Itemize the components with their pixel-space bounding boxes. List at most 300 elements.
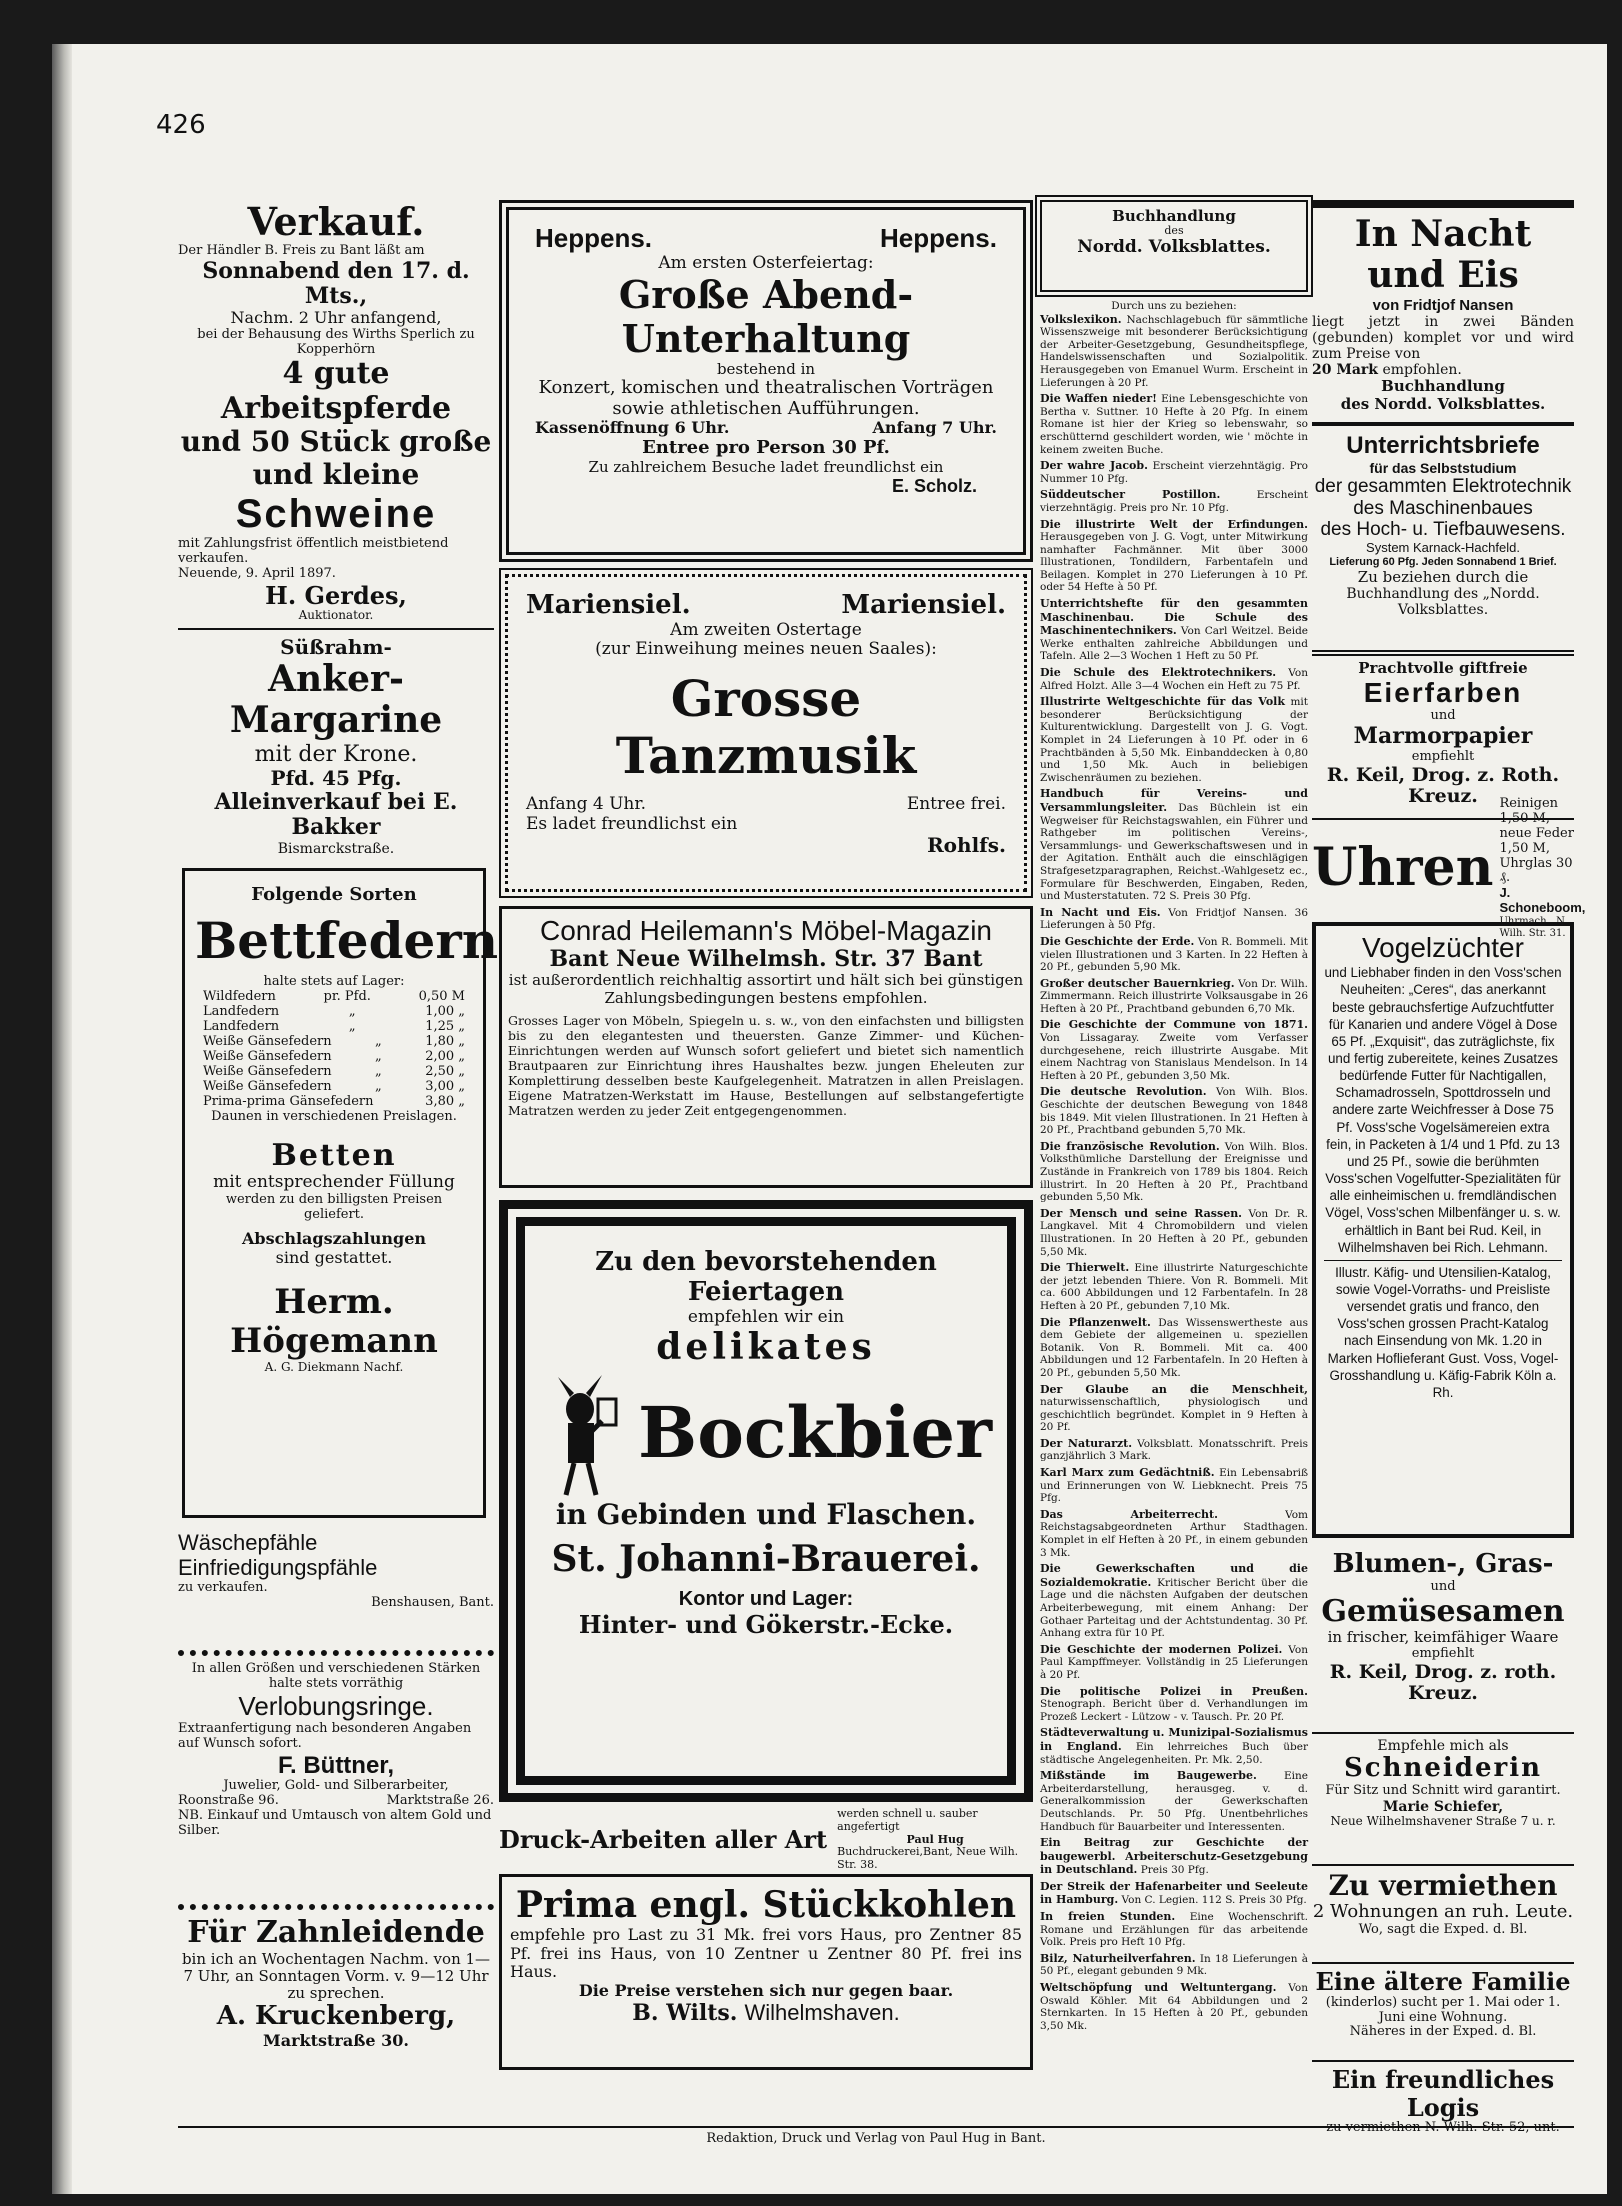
book-entry bbox=[1040, 313, 1308, 390]
book-entry bbox=[1040, 1685, 1308, 1724]
book-title: Volkslexikon. bbox=[1040, 312, 1122, 326]
book-title: Die Thierwelt. bbox=[1040, 1261, 1130, 1275]
ad-title: Einfriedigungspfähle bbox=[178, 1555, 378, 1581]
ad-title: Eierfarben bbox=[1363, 677, 1523, 709]
book-description: Von Dr. Wilh. Zimmermann. Reich illustrirte Volksausgabe in 26 Heften à 20 Pf., Prachtband gebunden 6,70 Mk. bbox=[1040, 977, 1308, 1015]
ad-date: Sonnabend den 17. d. Mts., bbox=[202, 257, 470, 309]
ad-title: Druck-Arbeiten aller Art bbox=[499, 1825, 828, 1855]
price-row bbox=[203, 990, 465, 1005]
ad-address: Marktstraße 30. bbox=[263, 2031, 409, 2051]
book-title: Karl Marx zum Gedächtniß. bbox=[1040, 1466, 1215, 1480]
ad-nansen bbox=[1312, 214, 1574, 420]
ad-heading: Mariensiel. bbox=[841, 590, 1006, 620]
ad-text: des Maschinenbaues bbox=[1353, 497, 1533, 519]
ad-title: Conrad Heilemann's Möbel-Magazin bbox=[539, 915, 992, 946]
item-name: Landfedern bbox=[203, 1004, 280, 1020]
divider bbox=[1312, 200, 1574, 208]
price-row bbox=[203, 1005, 465, 1020]
ad-address: Buchdruckerei,Bant, Neue Wilh. Str. 38. bbox=[837, 1845, 1019, 1871]
ad-heading: Heppens. bbox=[535, 223, 653, 253]
ad-text: Lieferung 60 Pfg. Jeden Sonnabend 1 Brief. bbox=[1329, 556, 1557, 569]
book-description: Von Wilh. Blos. Volksthümliche Darstellung der Ereignisse und Zustände in Frankreich von 1789 bis 1804. Reich illustrirt. In 20 Heften à 20 Pf., Prachtband gebunden 5,50 Mk. bbox=[1040, 1140, 1308, 1204]
ad-text: empfehlen wir ein bbox=[687, 1306, 845, 1327]
ad-text: NB. Einkauf und Umtausch von altem Gold und Silber. bbox=[178, 1808, 492, 1839]
ad-brand: St. Johanni-Brauerei. bbox=[551, 1537, 981, 1580]
ad-text: Zu den bevorstehenden Feiertagen bbox=[595, 1247, 937, 1307]
book-title: Der Naturarzt. bbox=[1040, 1436, 1133, 1450]
ad-text: Zu beziehen durch die bbox=[1357, 567, 1529, 586]
ad-title: Verlobungsringe. bbox=[238, 1690, 434, 1721]
book-description: Kritischer Bericht über die Lage und die nächsten Aufgaben der deutschen Arbeiterbewegung, mit einem Anhang: Der Gothaer Parteitag und der Achtstundentag. 30 Pf. Anhang extra für 10 Pf. bbox=[1040, 1576, 1308, 1640]
ad-unterricht bbox=[1312, 432, 1574, 644]
ad-seller: R. Keil, Drog. z. roth. Kreuz. bbox=[1329, 1660, 1557, 1705]
book-title: Städteverwaltung u. Munizipal-Sozialismus in England. bbox=[1040, 1726, 1308, 1753]
item-unit: „ bbox=[375, 1063, 382, 1079]
ad-verlobungsringe bbox=[178, 1650, 494, 1896]
book-entry bbox=[1040, 1726, 1308, 1766]
ad-item: Schweine bbox=[235, 491, 437, 536]
ad-title: Bettfedern bbox=[195, 910, 499, 970]
book-title: Bilz, Naturheilverfahren. bbox=[1040, 1951, 1196, 1965]
book-list bbox=[1040, 300, 1308, 2124]
ad-signature: B. Wilts. bbox=[632, 1999, 738, 2026]
ad-text: und bbox=[1430, 1578, 1456, 1594]
ad-text: werden schnell u. sauber angefertigt bbox=[837, 1807, 978, 1834]
ad-price: Reinigen 1,50 M, bbox=[1499, 795, 1559, 826]
book-description: Erscheint vierzehntägig. Preis pro Nr. 10 Pfg. bbox=[1040, 489, 1309, 514]
ad-text: delikates bbox=[656, 1326, 876, 1369]
ad-price: Entree pro Person 30 Pf. bbox=[642, 436, 890, 458]
ad-time: Nachm. 2 Uhr anfangend, bbox=[230, 308, 442, 328]
book-description: Herausgegeben von J. G. Vogt, unter Mitwirkung namhafter Fachmänner. Mit über 3000 Illustrationen, Tondildern, Farbentafeln und Beilagen. Komplet in 270 Lieferungen à 10 Pf. oder 54 Hefte à 50 Pf. bbox=[1040, 531, 1308, 594]
book-entry bbox=[1040, 1207, 1308, 1258]
ad-margarine bbox=[178, 628, 494, 858]
ad-moebel bbox=[499, 906, 1033, 1188]
price-row bbox=[203, 1080, 465, 1095]
ad-text: empfiehlt bbox=[1411, 748, 1475, 764]
ad-text: bin ich an Wochentagen Nachm. von 1—7 Uhr, an Sonntagen Vorm. v. 9—12 Uhr zu sprechen. bbox=[181, 1949, 491, 2002]
item-unit: „ bbox=[375, 1033, 382, 1049]
ad-title: Betten bbox=[271, 1137, 397, 1173]
book-description: Preis 30 Pfg. bbox=[1140, 1864, 1209, 1877]
ad-text: des Nordd. Volksblattes. bbox=[1340, 394, 1546, 413]
ad-druckarbeiten bbox=[499, 1807, 1033, 1871]
book-entry bbox=[1040, 1880, 1308, 1907]
ad-text: Illustr. Käfig- und Utensilien-Katalog, sowie Vogel-Vorraths- und Preisliste versendet gratis und franco, den Voss'schen grossen Pracht-Katalog nach Einsendung von Mk. 1.20 in Marken Hoflieferant Gust. Voss, Vogel-Grosshandlung u. Käfig-Fabrik Köln a. Rh. bbox=[1324, 1260, 1562, 1401]
item-name: Weiße Gänsefedern bbox=[203, 1048, 332, 1064]
ad-title: Uhren bbox=[1312, 837, 1494, 899]
ad-terms: mit Zahlungsfrist öffentlich meistbietend verkaufen. bbox=[178, 535, 449, 566]
book-description: Das Büchlein ist ein Wegweiser für Reichstagswahlen, ein Führer und Rathgeber im politischen Vereins-, Versammlungs- und Gewerkschaftswesen und in der Agitation. Enthält auch die einschlägigen Strafgesetzparagraphen, Reichst.-Wahlgesetz ec., Formulare für Beschwerden, Eingaben, Reden, und Musterstatuten. 72 S. Preis 30 Pfg. bbox=[1040, 801, 1308, 903]
book-title: In freien Stunden. bbox=[1040, 1910, 1176, 1924]
ad-heading: Mariensiel. bbox=[526, 590, 691, 620]
book-title: Unterrichtshefte für den gesammten Maschinenbau. Die Schule des Maschinentechnikers. bbox=[1040, 597, 1308, 638]
ad-text: empfohlen. bbox=[1382, 362, 1462, 379]
book-description: mit besonderer Berücksichtigung der Kulturentwicklung. Dargestellt von J. G. Vogt. Komplet in 24 Lieferungen à 10 Pf. oder in 6 Prachtbänden à 5,50 Mk. Einbanddecken à 0,80 und 1,50 Mk. Auch in beliebigen Zwischenräumen zu beziehen. bbox=[1040, 696, 1308, 784]
ad-text: Empfehle mich als bbox=[1377, 1738, 1509, 1754]
item-name: Weiße Gänsefedern bbox=[203, 1033, 332, 1049]
ad-text: (zur Einweihung meines neuen Saales): bbox=[595, 639, 937, 660]
ad-text: zu verkaufen. bbox=[178, 1579, 268, 1595]
item-unit: „ bbox=[375, 1078, 382, 1094]
ad-text: sowie athletischen Aufführungen. bbox=[612, 397, 920, 419]
ad-text: Näheres in der Exped. d. Bl. bbox=[1349, 2024, 1537, 2040]
ad-address: Benshausen, Bant. bbox=[371, 1594, 494, 1610]
ad-text: Durch uns zu beziehen: bbox=[1111, 300, 1237, 312]
divider bbox=[1312, 422, 1574, 426]
book-description: Von Oswald Köhler. Mit 64 Abbildungen und 2 Sternkarten. In 15 Heften à 20 Pf., gebunden 3,50 Mk. bbox=[1040, 1982, 1308, 2032]
ad-text: System Karnack-Hachfeld. bbox=[1366, 540, 1520, 556]
book-title: Die französische Revolution. bbox=[1040, 1139, 1220, 1153]
book-entry bbox=[1040, 1383, 1308, 1434]
book-title: In Nacht und Eis. bbox=[1040, 905, 1161, 919]
book-description: Von Fridtjof Nansen. 36 Lieferungen à 50 Pfg. bbox=[1040, 906, 1308, 932]
book-entry bbox=[1040, 1316, 1308, 1380]
book-title: Der Glaube an die Menschheit, bbox=[1040, 1382, 1308, 1396]
book-entry bbox=[1040, 906, 1308, 932]
ad-price: neue Feder 1,50 M, bbox=[1499, 825, 1574, 856]
ad-seller: R. Keil, Drog. z. Roth. Kreuz. bbox=[1326, 763, 1560, 808]
item-price: 0,50 M bbox=[418, 989, 465, 1005]
book-entry bbox=[1040, 459, 1308, 485]
ad-text: des bbox=[1164, 224, 1184, 238]
ad-text: empfehle pro Last zu 31 Mk. frei vors Haus, pro Zentner 85 Pf. frei ins Haus, von 10 Zentner u Zentner 80 Pf. frei ins Haus. bbox=[510, 1925, 1022, 1982]
ad-text: (kinderlos) sucht per 1. Mai oder 1. Juni eine Wohnung. bbox=[1325, 1994, 1561, 2025]
goat-brewer-icon bbox=[540, 1369, 626, 1499]
book-title: Die Pflanzenwelt. bbox=[1040, 1315, 1151, 1329]
book-entry bbox=[1040, 1952, 1308, 1978]
ad-title: Schneiderin bbox=[1343, 1753, 1543, 1784]
ad-seller: F. Büttner, bbox=[277, 1751, 394, 1779]
ad-text: Anfang 4 Uhr. bbox=[526, 793, 647, 814]
ad-address: Bismarckstraße. bbox=[277, 840, 395, 857]
book-entry bbox=[1040, 666, 1308, 692]
book-entry bbox=[1040, 1643, 1308, 1682]
ad-samen bbox=[1312, 1550, 1574, 1728]
price-row bbox=[203, 1050, 465, 1065]
book-entry bbox=[1040, 935, 1308, 974]
item-unit: „ bbox=[375, 1048, 382, 1064]
ad-text: Juwelier, Gold- und Silberarbeiter, bbox=[223, 1778, 449, 1794]
ad-text: Buchhandlung des „Nordd. Volksblattes. bbox=[1346, 586, 1540, 619]
book-entry bbox=[1040, 1018, 1308, 1082]
book-description: In 18 Lieferungen à 50 Pf., elegant gebunden 9 Mk. bbox=[1040, 1952, 1309, 1978]
ad-verkauf bbox=[178, 199, 494, 623]
book-description: Stenograph. Bericht über d. Verhandlungen im Prozeß Leckert - Lützow - v. Tausch. Pr. 20 Pf. bbox=[1040, 1698, 1308, 1723]
book-entry bbox=[1040, 1261, 1308, 1312]
ad-title: Verkauf. bbox=[247, 199, 425, 244]
ad-title: Vogelzüchter bbox=[1362, 932, 1524, 963]
book-description: Von R. Bommeli. Mit vielen Illustrationen und 3 Karten. In 22 Heften à 20 Pf., gebunden 5,90 Mk. bbox=[1040, 935, 1308, 974]
book-title: Die illustrirte Welt der Erfindungen. bbox=[1040, 517, 1308, 531]
book-title: Handbuch für Vereins- und Versammlungsleiter. bbox=[1040, 787, 1308, 814]
item-name: Prima-prima Gänsefedern bbox=[203, 1093, 374, 1109]
ad-seller: J. Schoneboom, bbox=[1499, 885, 1586, 916]
ad-text: der gesammten Elektrotechnik bbox=[1314, 475, 1572, 497]
ad-title: Blumen-, Gras- bbox=[1332, 1549, 1554, 1579]
ad-price: Uhrglas 30 ₰. bbox=[1499, 855, 1573, 886]
ad-text: zu vermiethen N. Wilh. Str. 52, unt. bbox=[1326, 2120, 1560, 2136]
book-description: Von Dr. R. Langkavel. Mit 4 Chromobildern und vielen Illustrationen. In 20 Heften à 20 Pf., gebunden 5,50 Mk. bbox=[1040, 1207, 1308, 1258]
ad-text: mit der Krone. bbox=[254, 741, 418, 767]
book-entry bbox=[1040, 1769, 1308, 1833]
ad-text: Wo, sagt die Exped. d. Bl. bbox=[1358, 1921, 1528, 1937]
ad-title: Wäschepfähle bbox=[178, 1530, 318, 1555]
book-spine bbox=[52, 44, 72, 2194]
book-title: Die politische Polizei in Preußen. bbox=[1040, 1684, 1308, 1698]
item-price: 1,00 „ bbox=[425, 1004, 465, 1020]
book-entries bbox=[1040, 313, 1308, 2033]
ad-signature: Herm. Högemann bbox=[230, 1282, 438, 1362]
book-entry bbox=[1040, 1910, 1308, 1949]
ad-address: Neue Wilhelmshavener Straße 7 u. r. bbox=[1330, 1814, 1556, 1829]
book-title: Das Arbeiterrecht. bbox=[1040, 1507, 1218, 1521]
ad-text: 2 Wohnungen an ruh. Leute. bbox=[1312, 1901, 1574, 1923]
ad-text: Entree frei. bbox=[906, 793, 1006, 814]
ad-heppens bbox=[499, 200, 1033, 562]
ad-text: werden zu den billigsten Preisen geliefert. bbox=[225, 1191, 443, 1222]
book-description: Von Carl Weitzel. Beide Werke enthalten zahlreiche Abbildungen und Tafeln. Alle 2—3 Wochen 1 Heft zu 50 Pf. bbox=[1040, 625, 1309, 663]
book-title: Die Geschichte der Commune von 1871. bbox=[1040, 1018, 1308, 1032]
book-entry bbox=[1040, 1466, 1308, 1505]
ad-item: und 50 Stück große bbox=[180, 425, 492, 459]
book-entry bbox=[1040, 695, 1308, 784]
ad-text: Abschlagszahlungen bbox=[241, 1229, 427, 1249]
book-description: Von Paul Kampffmeyer. Vollständig in 25 Lieferungen à 20 Pf. bbox=[1040, 1643, 1308, 1681]
book-description: Ein Lebensabriß und Erinnerungen von W. Liebknecht. Preis 75 Pfg. bbox=[1040, 1467, 1308, 1505]
ad-text: halte stets auf Lager: bbox=[263, 974, 405, 990]
book-entry bbox=[1040, 1836, 1308, 1877]
book-description: naturwissenschaftlich, physiologisch und geschichtlich begründet. Komplet in 9 Heften à 20 Pf. bbox=[1040, 1396, 1308, 1434]
item-name: Weiße Gänsefedern bbox=[203, 1063, 332, 1079]
ad-signature-role: Auktionator. bbox=[298, 608, 374, 623]
book-title: Die Schule des Elektrotechnikers. bbox=[1040, 666, 1277, 680]
ad-bettfedern bbox=[182, 868, 499, 1518]
item-unit: „ bbox=[348, 1019, 356, 1034]
book-title: Ein Beitrag zur Geschichte der baugewerbl. Arbeiterschutz-Gesetzgebung in Deutschland. bbox=[1040, 1836, 1308, 1877]
item-name: Wildfedern bbox=[203, 989, 276, 1005]
ad-text: Der Händler B. Freis zu Bant läßt am bbox=[178, 242, 425, 258]
ad-schneiderin bbox=[1312, 1732, 1574, 1858]
ad-text: Kassenöffnung 6 Uhr. bbox=[535, 418, 730, 438]
ad-text: für das Selbststudium bbox=[1369, 459, 1517, 476]
ad-title: Grosse Tanzmusik bbox=[615, 668, 917, 786]
ad-title: Zu vermiethen bbox=[1328, 1869, 1558, 1902]
book-description: Nachschlagebuch für sämmtliche Wissenszweige mit besonderer Berücksichtigung der Arbeiter-Gesetzgebung, Gesundheitspflege, Handelswissenschaften und Sozialpolitik. Herausgegeben von Emanuel Wurm. Erscheint in Lieferungen à 20 Pf. bbox=[1040, 313, 1308, 389]
book-title: Illustrirte Weltgeschichte für das Volk bbox=[1040, 695, 1285, 709]
ad-price: 20 Mark bbox=[1312, 362, 1379, 379]
ad-text: Konzert, komischen und theatralischen Vorträgen bbox=[538, 377, 994, 399]
book-title: Der Mensch und seine Rassen. bbox=[1040, 1206, 1243, 1220]
book-entry bbox=[1040, 977, 1308, 1016]
book-entry bbox=[1040, 1508, 1308, 1559]
book-description: Das Wissenswertheste aus dem Gebiete der allgemeinen u. speziellen Botanik. Von R. Bommeli. Mit ca. 400 Abbildungen und 12 Farbentafeln. In 20 Heften à 20 Pf., gebunden 5,50 Mk. bbox=[1040, 1316, 1308, 1379]
book-entry bbox=[1040, 597, 1308, 663]
book-entry bbox=[1040, 1981, 1308, 2032]
ad-title: Eine ältere Familie bbox=[1315, 1967, 1571, 1996]
ad-title: Prima engl. Stückkohlen bbox=[515, 1884, 1017, 1926]
ad-signature: E. Scholz. bbox=[891, 475, 977, 496]
item-name: Weiße Gänsefedern bbox=[203, 1078, 332, 1094]
book-entry bbox=[1040, 1085, 1308, 1136]
page-number: 426 bbox=[156, 110, 206, 140]
book-description: Vom Reichstagsabgeordneten Arthur Stadthagen. Komplet in elf Heften à 20 Pf., in einem gebunden 3 Mk. bbox=[1040, 1508, 1308, 1559]
ad-seller: Paul Hug bbox=[906, 1832, 964, 1846]
ad-text: sind gestattet. bbox=[275, 1247, 393, 1267]
book-entry bbox=[1040, 1437, 1308, 1463]
ad-place: Wilhelmshaven. bbox=[744, 1999, 900, 2025]
ad-familie bbox=[1312, 1962, 1574, 2054]
item-price: 3,00 „ bbox=[425, 1078, 465, 1094]
book-title: Weltschöpfung und Weltuntergang. bbox=[1040, 1981, 1277, 1995]
ad-text: Kontor und Lager: bbox=[678, 1588, 854, 1611]
ad-seller: Alleinverkauf bei E. Bakker bbox=[214, 789, 458, 841]
ad-title: In Nacht und Eis bbox=[1354, 213, 1532, 297]
item-unit: pr. Pfd. bbox=[323, 989, 371, 1005]
newspaper-page bbox=[52, 44, 1607, 2194]
book-title: Der Streik der Hafenarbeiter und Seeleute in Hamburg. bbox=[1040, 1879, 1308, 1907]
ad-seller: A. Kruckenberg, bbox=[216, 2001, 456, 2032]
ad-place: bei der Behausung des Wirths Sperlich zu Kopperhörn bbox=[197, 326, 475, 357]
book-title: Die Waffen nieder! bbox=[1040, 392, 1157, 406]
ad-zahnleidende bbox=[178, 1904, 494, 2074]
item-price: 1,25 „ bbox=[425, 1019, 465, 1034]
ad-text: Es ladet freundlichst ein bbox=[526, 813, 738, 834]
ad-vogelzuechter bbox=[1312, 922, 1574, 1538]
ad-text: Zu zahlreichem Besuche ladet freundlichst ein bbox=[588, 457, 944, 476]
ad-title: Marmorpapier bbox=[1353, 723, 1533, 750]
ad-text: des Hoch- u. Tiefbauwesens. bbox=[1320, 519, 1566, 541]
book-entry bbox=[1040, 1140, 1308, 1204]
ad-signature-role: A. G. Diekmann Nachf. bbox=[264, 1360, 404, 1375]
price-row bbox=[203, 1035, 465, 1050]
book-description: Eine illustrirte Naturgeschichte der jetzt lebenden Thiere. Von R. Bommeli. Mit ca. 600 Abbildungen und 12 Farbentafeln. In 28 Heften à 20 Pf., gebunden 7,10 Mk. bbox=[1040, 1262, 1308, 1312]
ad-title: Große Abend-Unterhaltung bbox=[618, 272, 914, 362]
book-entry bbox=[1040, 787, 1308, 902]
book-title: Großer deutscher Bauernkrieg. bbox=[1040, 976, 1235, 990]
ad-heading: Heppens. bbox=[879, 223, 997, 253]
ad-text: Die Preise verstehen sich nur gegen baar. bbox=[578, 1980, 954, 2000]
ad-address: Roonstraße 96. bbox=[178, 1793, 279, 1809]
book-entry bbox=[1040, 488, 1308, 514]
ad-text: Daunen in verschiedenen Preislagen. bbox=[211, 1108, 457, 1124]
ad-title: Anker-Margarine bbox=[229, 658, 443, 742]
ad-tanzmusik bbox=[505, 574, 1027, 892]
book-description: Ein lehrreiches Buch über städtische Angelegenheiten. Pr. Mk. 2,50. bbox=[1040, 1740, 1309, 1766]
ad-signature: Rohlfs. bbox=[927, 833, 1006, 858]
book-title: Die Geschichte der Erde. bbox=[1040, 934, 1195, 948]
ad-address: Marktstraße 26. bbox=[386, 1793, 494, 1809]
ad-item: und kleine bbox=[252, 457, 420, 491]
ad-text: Extraanfertigung nach besonderen Angaben auf Wunsch sofort. bbox=[178, 1720, 472, 1751]
book-title: Die Gewerkschaften und die Sozialdemokratie. bbox=[1040, 1562, 1308, 1589]
item-price: 1,80 „ bbox=[425, 1033, 465, 1049]
ad-text: In allen Größen und verschiedenen Stärken halte stets vorräthig bbox=[191, 1661, 481, 1691]
ad-address: Hinter- und Gökerstr.-Ecke. bbox=[578, 1610, 954, 1640]
book-title: Süddeutscher Postillon. bbox=[1040, 488, 1221, 502]
book-description: Erscheint vierzehntägig. Pro Nummer 10 Pfg. bbox=[1040, 460, 1309, 485]
ad-title: Unterrichtsbriefe bbox=[1346, 432, 1540, 459]
ad-text: empfiehlt bbox=[1411, 1645, 1475, 1661]
ad-text: Süßrahm- bbox=[280, 635, 392, 659]
ad-text: mit entsprechender Füllung bbox=[213, 1172, 455, 1193]
book-title: Die deutsche Revolution. bbox=[1040, 1085, 1207, 1099]
ad-text: Grosses Lager von Möbeln, Spiegeln u. s. w., von den einfachsten und billigsten bis zu den elegantesten und theuersten. Ganze Zimmer- und Küchen-Einrichtungen werden auf Wunsch sofort geliefert und bietet sich namentlich Brautpaaren zur Einrichtung ihres Haushaltes bezw. jungen Eheleuten zur Komplettirung desselben beste Kaufgelegenheit. Matratzen in allen Preislagen. Eigene Matratzen-Werkstatt im Hause, Bestellungen auf selbstangefertigte Matratzen werden zu jeder Zeit entgegengenommen. bbox=[508, 1012, 1024, 1118]
imprint-footer: Redaktion, Druck und Verlag von Paul Hug in Bant. bbox=[178, 2126, 1574, 2146]
price-row bbox=[203, 1095, 465, 1110]
item-price: 2,00 „ bbox=[425, 1048, 465, 1064]
item-name: Landfedern bbox=[203, 1019, 280, 1034]
ad-title: Gemüsesamen bbox=[1321, 1593, 1565, 1629]
ad-title: Für Zahnleidende bbox=[187, 1915, 485, 1950]
ad-text: in frischer, keimfähiger Waare bbox=[1327, 1628, 1559, 1647]
ad-title: Ein freundliches Logis bbox=[1331, 2065, 1555, 2122]
ad-eierfarben bbox=[1312, 650, 1574, 810]
ad-item: 4 gute Arbeitspferde bbox=[220, 356, 452, 426]
book-title: Mißstände im Baugewerbe. bbox=[1040, 1769, 1257, 1783]
book-description: Von Lissagaray. Zweite vom Verfasser durchgesehene, reich illustrirte Ausgabe. Mit einem Nachtrag von Stanislaus Mendelson. In 14 Heften à 20 Pf., gebunden 3,50 Mk. bbox=[1040, 1032, 1308, 1082]
book-entry bbox=[1040, 392, 1308, 456]
ad-text: und bbox=[1430, 708, 1456, 724]
ad-address: Bant Neue Wilhelmsh. Str. 37 Bant bbox=[549, 946, 983, 973]
ad-logis bbox=[1312, 2060, 1574, 2136]
ad-heading: Buchhandlung bbox=[1112, 207, 1236, 225]
ad-text: Für Sitz und Schnitt wird garantirt. bbox=[1325, 1782, 1561, 1798]
item-price: 2,50 „ bbox=[425, 1063, 465, 1079]
ad-text: Prachtvolle giftfreie bbox=[1358, 659, 1528, 677]
item-price: 3,80 „ bbox=[425, 1093, 465, 1109]
book-description: Von Wilh. Blos. Geschichte der deutschen Bewegung von 1848 bis 1849. Mit vielen Illustrationen. In 21 Heften à 20 Pf., Prachtband gebunden 5,70 Mk. bbox=[1040, 1086, 1308, 1137]
ad-seller: Marie Schiefer, bbox=[1382, 1798, 1504, 1815]
ad-text: Am ersten Osterfeiertag: bbox=[658, 252, 874, 273]
ad-vermieten bbox=[1312, 1864, 1574, 1956]
ad-text: Folgende Sorten bbox=[251, 884, 417, 905]
ad-text: von Fridtjof Nansen bbox=[1372, 296, 1514, 314]
ad-bockbier bbox=[499, 1200, 1033, 1802]
ad-address: Uhrmach., N. Wilh. Str. 31. bbox=[1499, 916, 1568, 939]
ad-signature: H. Gerdes, bbox=[265, 580, 407, 610]
book-description: Eine Arbeiterdarstellung, herausgeg. v. d. Generalkommission der Gewerkschaften Deutschlands. Pr. 50 Pfg. Unentbehrliches Handbuch für Bauarbeiter und Interessenten. bbox=[1040, 1770, 1308, 1833]
ad-waesche bbox=[178, 1530, 494, 1640]
ad-kohlen bbox=[499, 1874, 1033, 2070]
ad-text: Anfang 7 Uhr. bbox=[872, 418, 997, 438]
book-description: Eine Wochenschrift. Romane und Erzählungen für das arbeitende Volk. Preis pro Heft 10 Pfg. bbox=[1040, 1911, 1308, 1949]
item-unit: „ bbox=[348, 1004, 356, 1020]
ad-heading: Nordd. Volksblattes. bbox=[1077, 236, 1271, 257]
ad-price: Pfd. 45 Pfg. bbox=[270, 766, 402, 791]
book-description: Von C. Legien. 112 S. Preis 30 Pfg. bbox=[1121, 1894, 1307, 1907]
ad-text: bestehend in bbox=[716, 359, 816, 378]
book-entry bbox=[1040, 1562, 1308, 1640]
book-title: Der wahre Jacob. bbox=[1040, 459, 1148, 473]
ad-dateline: Neuende, 9. April 1897. bbox=[178, 565, 336, 581]
price-row bbox=[203, 1020, 465, 1035]
ad-text: in Gebinden und Flaschen. bbox=[555, 1497, 977, 1531]
price-list bbox=[195, 990, 473, 1110]
ad-text: Buchhandlung bbox=[1381, 377, 1505, 396]
book-description: Eine Lebensgeschichte von Bertha v. Suttner. 10 Hefte à 20 Pfg. In einem Romane ist hier der Krieg so lebenswahr, so erschütternd geschildert worden, wie ' möchte in keinem zweiten Buche. bbox=[1040, 393, 1309, 456]
ad-text: liegt jetzt in zwei Bänden (gebunden) komplet vor und wird zum Preise von bbox=[1312, 314, 1574, 363]
ad-title: Bockbier bbox=[638, 1391, 992, 1475]
price-row bbox=[203, 1065, 465, 1080]
bookshop-header bbox=[1040, 200, 1308, 292]
book-entry bbox=[1040, 518, 1308, 595]
ad-uhren bbox=[1312, 795, 1586, 939]
book-description: Von Alfred Holzt. Alle 3—4 Wochen ein Heft zu 75 Pf. bbox=[1040, 667, 1308, 692]
book-description: Volksblatt. Monatsschrift. Preis ganzjährlich 3 Mark. bbox=[1040, 1437, 1308, 1463]
ad-text: ist außerordentlich reichhaltig assortirt und hält sich bei günstigen Zahlungsbedingungen bestens empfohlen. bbox=[508, 971, 1024, 1007]
book-title: Die Geschichte der modernen Polizei. bbox=[1040, 1642, 1283, 1656]
